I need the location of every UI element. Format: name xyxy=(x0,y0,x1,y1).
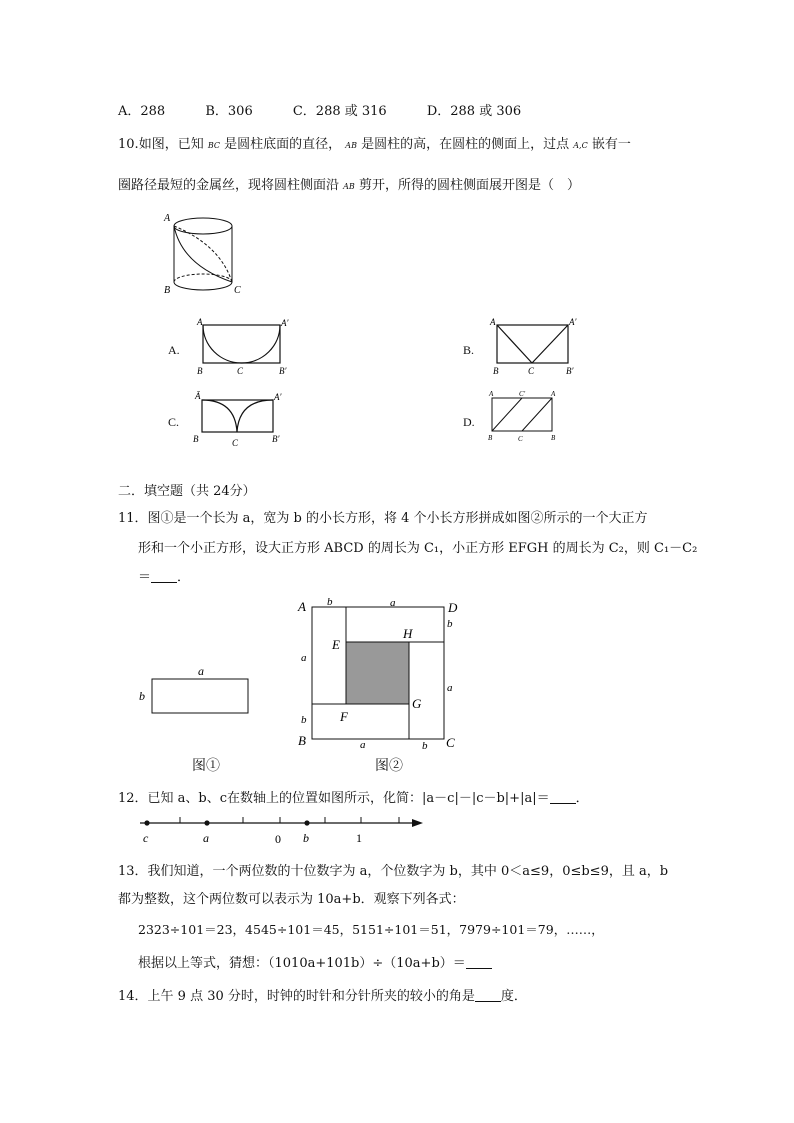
q11-line1: 11．图①是一个长为 a，宽为 b 的小长方形，将 4 个小长方形拼成如图②所示的一个大正方 xyxy=(118,511,648,526)
q10-text-e: 圈路径最短的金属丝，现将圆柱侧面沿 xyxy=(118,178,340,193)
q11-equals: ＝ xyxy=(138,570,152,585)
q10-ab: AB xyxy=(345,141,357,150)
svg-text:C′: C′ xyxy=(519,390,526,398)
svg-text:b: b xyxy=(422,740,428,752)
q12-label-1: 1 xyxy=(356,831,362,845)
q12-label-c: c xyxy=(143,831,149,845)
svg-text:B: B xyxy=(551,434,556,442)
svg-text:A′: A′ xyxy=(569,317,577,327)
q13-line2: 都为整数，这个两位数可以表示为 10a+b．观察下列各式： xyxy=(118,892,465,907)
q10-ab-2: AB xyxy=(343,182,355,191)
svg-text:b: b xyxy=(139,689,145,703)
q10-line1 xyxy=(118,133,631,152)
q10-option-c-label: C. xyxy=(168,415,180,429)
svg-text:B′: B′ xyxy=(272,434,280,444)
q13-line1: 13．我们知道，一个两位数的十位数字为 a，个位数字为 b，其中 0＜a≤9，0≤b≤9，且 a，b xyxy=(118,864,669,879)
q13-line4 xyxy=(138,952,492,971)
svg-text:A′: A′ xyxy=(274,392,282,402)
svg-text:E: E xyxy=(332,637,340,652)
svg-text:A′: A′ xyxy=(281,318,289,328)
q9-options xyxy=(118,100,557,119)
svg-text:C: C xyxy=(237,366,244,376)
q11-fig1-caption: 图① xyxy=(192,758,220,774)
q14-answer-blank xyxy=(475,989,501,1002)
svg-text:b: b xyxy=(447,618,453,630)
option-d-figure xyxy=(485,385,565,447)
svg-text:B: B xyxy=(197,366,203,376)
q10-text-a: 如图，已知 xyxy=(138,137,204,152)
option-b-figure xyxy=(488,315,588,377)
svg-text:a: a xyxy=(390,597,396,609)
svg-text:a: a xyxy=(301,652,307,664)
svg-text:A: A xyxy=(197,317,203,327)
q12-label-0: 0 xyxy=(275,832,281,846)
q9-option-d: D．288 或 306 xyxy=(426,104,522,119)
q12-number-line xyxy=(135,812,430,850)
svg-text:A: A xyxy=(490,317,496,327)
svg-text:F: F xyxy=(340,709,348,724)
q14-text xyxy=(118,985,527,1004)
svg-text:Ā: Ā xyxy=(195,391,201,401)
svg-text:H: H xyxy=(403,626,413,641)
svg-text:C: C xyxy=(518,435,523,443)
q10-option-b-label: B. xyxy=(463,343,475,357)
q10-bc: BC xyxy=(207,141,220,150)
svg-text:B: B xyxy=(164,285,171,296)
q9-option-a: A．288 xyxy=(118,104,166,119)
svg-text:C: C xyxy=(234,285,241,296)
svg-text:a: a xyxy=(360,739,366,751)
svg-text:C: C xyxy=(446,735,455,750)
svg-text:b: b xyxy=(301,714,307,726)
q11-fig2-caption: 图② xyxy=(375,758,403,774)
svg-text:B: B xyxy=(298,733,306,748)
q10-text-f: 剪开，所得的圆柱侧面展开图是（ ） xyxy=(358,178,580,193)
q10-text-d: 嵌有一 xyxy=(591,137,631,152)
svg-text:A: A xyxy=(551,390,556,398)
section-2-heading: 二．填空题（共 24分） xyxy=(118,484,256,499)
svg-text:A: A xyxy=(298,599,306,614)
svg-text:b: b xyxy=(327,596,333,608)
svg-text:B: B xyxy=(488,434,493,442)
svg-text:D: D xyxy=(448,600,458,615)
q9-option-b: B．306 xyxy=(205,104,253,119)
cylinder-figure xyxy=(160,205,250,300)
q11-answer-blank xyxy=(151,570,177,583)
q10-line2 xyxy=(118,174,580,193)
q13-question: 根据以上等式，猜想：（1010a+101b）÷（10a+b）＝ xyxy=(138,956,466,971)
q11-figure-1 xyxy=(135,660,260,720)
q10-ac: A,C xyxy=(573,141,588,150)
option-a-figure xyxy=(195,315,295,377)
q10-option-d-label: D. xyxy=(463,415,475,429)
svg-text:C: C xyxy=(528,366,535,376)
q10-option-a-label: A. xyxy=(168,343,180,357)
q10-text-b: 是圆柱底面的直径， xyxy=(224,137,342,152)
q11-line2: 形和一个小正方形，设大正方形 ABCD 的周长为 C₁，小正方形 EFGH 的周长为 C₂，则 C₁－C₂ xyxy=(138,541,698,556)
q13-line3: 2323÷101＝23，4545÷101＝45，5151÷101＝51，7979÷101＝79，……， xyxy=(138,922,604,937)
svg-text:B: B xyxy=(493,366,499,376)
option-c-figure xyxy=(190,385,290,447)
q12-question: 12．已知 a、b、c在数轴上的位置如图所示，化简：|a－c|－|c－b|+|a|＝ xyxy=(118,791,550,806)
svg-text:a: a xyxy=(447,682,453,694)
q14-question: 14．上午 9 点 30 分时，时钟的时针和分针所夹的较小的角是 xyxy=(118,989,475,1004)
svg-text:C: C xyxy=(232,438,239,447)
svg-text:a: a xyxy=(198,664,204,678)
q12-label-b: b xyxy=(303,831,309,845)
q12-text: 12．已知 a、b、c在数轴上的位置如图所示，化简：|a－c|－|c－b|+|a|＝ ． xyxy=(118,791,589,806)
q11-line3: ＝ ． xyxy=(138,570,191,585)
q12-answer-blank xyxy=(550,791,576,804)
q11-figure-2 xyxy=(292,595,467,755)
svg-text:B′: B′ xyxy=(279,366,287,376)
q10-number: 10. xyxy=(118,137,139,152)
q9-option-c: C．288 或 316 xyxy=(292,104,387,119)
svg-text:B′: B′ xyxy=(566,366,574,376)
q12-label-a: a xyxy=(203,831,209,845)
q14-tail: 度． xyxy=(500,989,527,1004)
svg-text:B: B xyxy=(193,434,199,444)
svg-text:A: A xyxy=(489,390,494,398)
q10-text-c: 是圆柱的高，在圆柱的侧面上，过点 xyxy=(361,137,570,152)
svg-text:A: A xyxy=(164,213,171,224)
svg-text:G: G xyxy=(412,696,422,711)
q13-answer-blank xyxy=(466,956,492,969)
